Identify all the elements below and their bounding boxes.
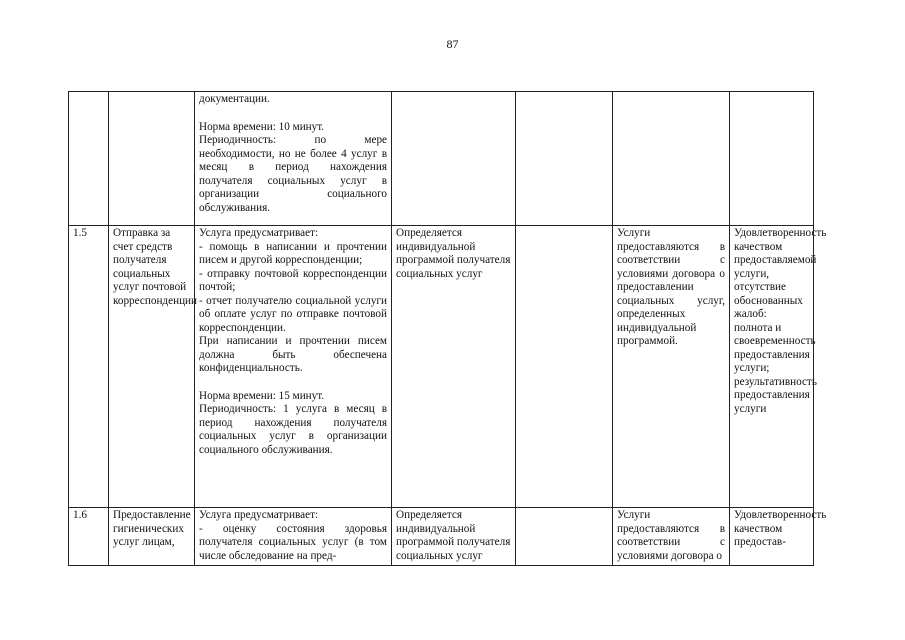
cell-indicators [730, 226, 827, 508]
periodicity: Периодичность: по мере необходимости, но не более 4 услуг в месяц в период нахождения получателя социальных услуг в организации социального обслуживания. [199, 134, 387, 214]
cell-tariff [516, 508, 613, 566]
indicator-line: отсутствие обоснованных жалоб: [734, 281, 803, 320]
cell-service-name: Отправка за счет средств получателя социальных услуг почтовой корреспонденции [109, 226, 195, 508]
page-number: 87 [446, 37, 459, 51]
volume-text: Определяется индивидуальной программой получателя социальных услуг [396, 509, 511, 562]
cell-number: 1.5 [69, 226, 109, 508]
cell-conditions [613, 92, 730, 226]
cell-tariff [516, 92, 613, 226]
description-line: Услуга предусматривает: [199, 227, 319, 239]
services-table [68, 91, 827, 566]
conditions-text: Услуги предоставляются в соответствии с условиями договора о [617, 509, 725, 562]
cell-conditions [613, 508, 730, 566]
cell-number: 1.6 [69, 508, 109, 566]
cell-service-name [109, 92, 195, 226]
description-line: документации. [199, 93, 270, 105]
description-line: - отчет получателю социальной услуги об оплате услуг по отправке почтовой корреспонденции. [199, 294, 387, 334]
description-line: Услуга предусматривает: [199, 509, 319, 521]
indicator-line: Удовлетворенность качеством предостав- [734, 509, 827, 548]
cell-conditions: Услуги предоставляются в соответствии с условиями договора о предоставлении социальных услуг, определенных индивидуальной программой. [613, 226, 730, 508]
description-line: - оценку состояния здоровья получателя социальных услуг (в том числе обследование на пред- [199, 522, 387, 562]
cell-number [69, 92, 109, 226]
indicator-line: Удовлетворенность качеством предоставляемой услуги, [734, 227, 827, 280]
time-norm: Норма времени: 15 минут. [199, 389, 325, 402]
description-line: - помощь в написании и прочтении писем и другой корреспонденции; [199, 240, 387, 266]
periodicity: Периодичность: 1 услуга в месяц в период нахождения получателя социальных услуг в организации социального обслуживания. [199, 403, 387, 456]
cell-volume [392, 92, 516, 226]
cell-description [195, 508, 392, 566]
indicator-line: полнота и своевременность предоставления услуги; [734, 321, 816, 374]
table-row [69, 508, 814, 566]
table-row [69, 226, 814, 508]
cell-description [195, 92, 392, 226]
time-norm: Норма времени: 10 минут. [199, 120, 325, 133]
description-line: - отправку почтовой корреспонденции почтой; [199, 267, 387, 293]
table-row [69, 92, 814, 226]
service-name-text: Предоставление гигиенических услуг лицам, [113, 509, 191, 548]
cell-description [195, 226, 392, 508]
indicator-line: результативность предоставления услуги [734, 375, 817, 415]
cell-volume [392, 508, 516, 566]
description-line: При написании и прочтении писем должна быть обеспечена конфиденциальность. [199, 335, 387, 374]
cell-indicators [730, 508, 827, 566]
cell-tariff [516, 226, 613, 508]
cell-indicators [730, 92, 814, 226]
cell-volume: Определяется индивидуальной программой получателя социальных услуг [392, 226, 516, 508]
cell-service-name [109, 508, 195, 566]
